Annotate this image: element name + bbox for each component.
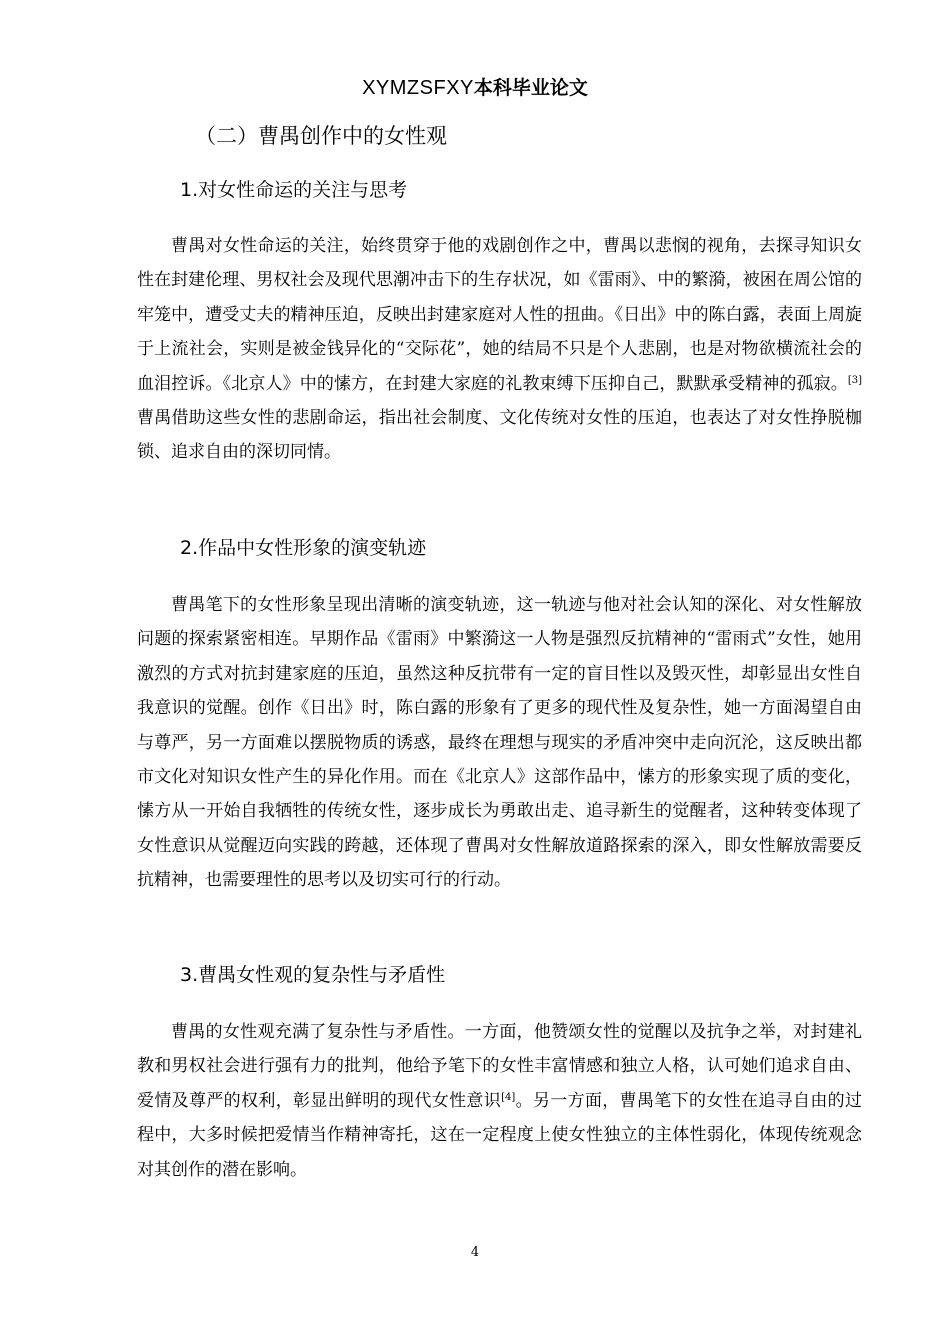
- page-number: 4: [470, 1245, 480, 1260]
- paragraph-3: [137, 1015, 862, 1187]
- header-school-code: XYMZSFXY: [362, 77, 474, 99]
- header-thesis-label: 本科毕业论文: [473, 77, 588, 99]
- paragraph-3-text-a: 曹禺的女性观充满了复杂性与矛盾性。一方面，他赞颂女性的觉醒以及抗争之举，对封建礼教和男权社会进行强有力的批判，他给予笔下的女性丰富情感和独立人格，认可她们追求自由、爱情及尊严的权利，彰显出鲜明的现代女性意识: [137, 1022, 862, 1111]
- section-title: （二）曹禺创作中的女性观: [195, 124, 447, 148]
- paragraph-1-text-b: 曹禺借助这些女性的悲剧命运，指出社会制度、文化传统对女性的压迫，也表达了对女性挣脱枷锁、追求自由的深切同情。: [137, 408, 862, 463]
- citation-ref-4: [4]: [501, 1091, 516, 1103]
- subsection-heading-1: 1.对女性命运的关注与思考: [180, 179, 408, 201]
- paragraph-3-text-b: 。另一方面，曹禺笔下的女性在追寻自由的过程中，大多时候把爱情当作精神寄托，这在一定程度上使女性独立的主体性弱化，体现传统观念对其创作的潜在影响。: [137, 1090, 863, 1180]
- page-header: [0, 72, 950, 103]
- subsection-heading-3: 3.曹禺女性观的复杂性与矛盾性: [180, 964, 446, 986]
- citation-ref-3: [3]: [847, 374, 862, 386]
- subsection-heading-2: 2.作品中女性形象的演变轨迹: [180, 537, 427, 559]
- paragraph-1: [137, 229, 862, 470]
- paragraph-2: 曹禺笔下的女性形象呈现出清晰的演变轨迹，这一轨迹与他对社会认知的深化、对女性解放问题的探索紧密相连。早期作品《雷雨》中繁漪这一人物是强烈反抗精神的“雷雨式”女性，她用激烈的方式对抗封建家庭的压迫，虽然这种反抗带有一定的盲目性以及毁灭性，却彰显出女性自我意识的觉醒。创作《日出》时，陈白露的形象有了更多的现代性及复杂性，她一方面渴望自由与尊严，另一方面难以摆脱物质的诱惑，最终在理想与现实的矛盾冲突中走向沉沦，这反映出都市文化对知识女性产生的异化作用。而在《北京人》这部作品中，愫方的形象实现了质的变化，愫方从一开始自我牺牲的传统女性，逐步成长为勇敢出走、追寻新生的觉醒者，这种转变体现了女性意识从觉醒迈向实践的跨越，还体现了曹禺对女性解放道路探索的深入，即女性解放需要反抗精神，也需要理性的思考以及切实可行的行动。: [137, 595, 862, 891]
- paragraph-1-text-a: 曹禺对女性命运的关注，始终贯穿于他的戏剧创作之中，曹禺以悲悯的视角，去探寻知识女性在封建伦理、男权社会及现代思潮冲击下的生存状况，如《雷雨》、中的繁漪，被困在周公馆的牢笼中，遭受丈夫的精神压迫，反映出封建家庭对人性的扭曲。《日出》中的陈白露，表面上周旋于上流社会，实则是被金钱异化的“交际花”，她的结局不只是个人悲剧，也是对物欲横流社会的血泪控诉。《北京人》中的愫方，在封建大家庭的礼教束缚下压抑自己，默默承受精神的孤寂。: [137, 236, 862, 394]
